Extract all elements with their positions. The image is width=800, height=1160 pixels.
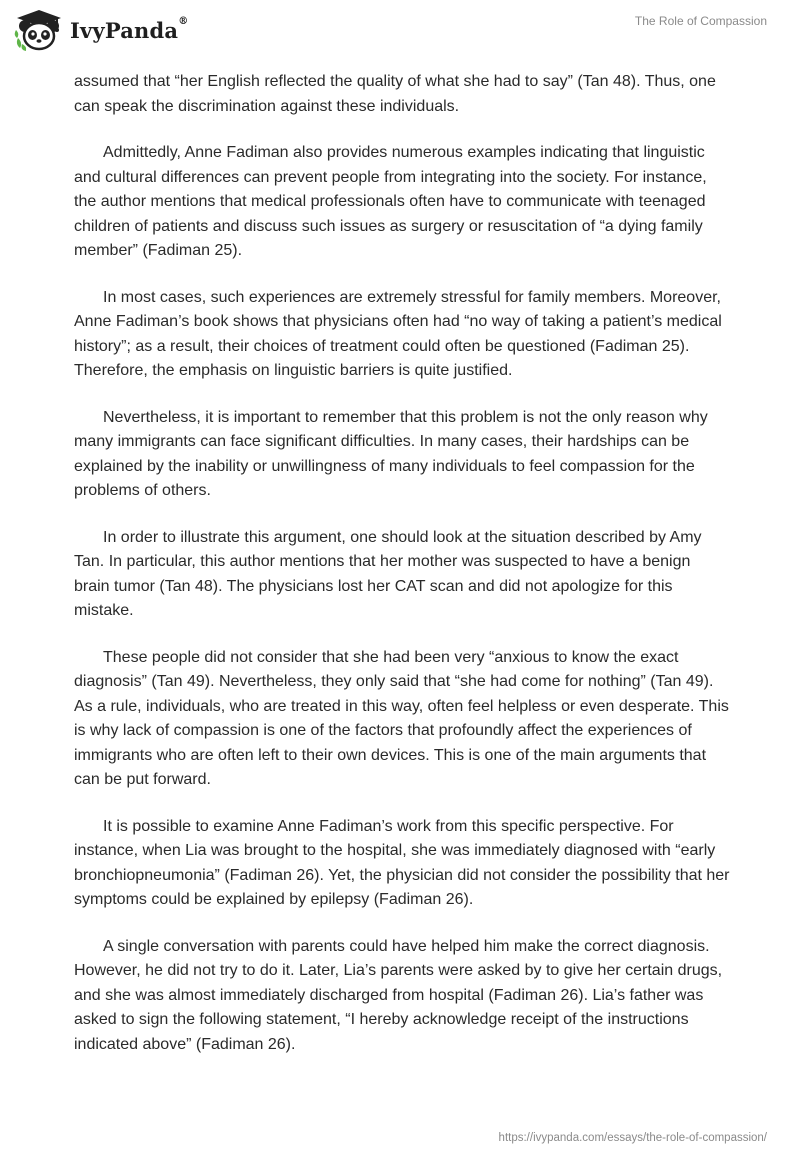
brand-name xyxy=(70,15,189,43)
paragraph-2: Admittedly, Anne Fadiman also provides numerous examples indicating that linguistic and cultural differences can prevent people from integrating into the society. For instance, the author mentions that medical professionals often have to communicate with teenaged children of patients and discuss such issues as surgery or resuscitation of “a dying family member” (Fadiman 25). xyxy=(74,144,707,259)
paragraph-5: In order to illustrate this argument, one should look at the situation described by Amy Tan. In particular, this author mentions that her mother was suspected to have a benign brain tumor (Tan 48). The physicians lost her CAT scan and did not apologize for this mistake. xyxy=(74,528,702,619)
paragraph-4: Nevertheless, it is important to remember that this problem is not the only reason why many immigrants can face significant difficulties. In many cases, their hardships can be explained by the inability or unwillingness of many individuals to feel compassion for the problems of others. xyxy=(74,408,708,499)
paragraph-1: assumed that “her English reflected the quality of what she had to say” (Tan 48). Thus, one can speak the discrimination against these individuals. xyxy=(74,73,716,115)
ivypanda-logo[interactable] xyxy=(14,8,188,52)
paragraph-6: These people did not consider that she had been very “anxious to know the exact diagnosis” (Tan 49). Nevertheless, they only said that “she had come for nothing” (Tan 49). As a rule, individuals, who are treated in this way, often feel helpless or even desperate. This is why lack of compassion is one of the factors that profoundly affect the experiences of immigrants who are often left to their own devices. This is one of the main arguments that can be put forward. xyxy=(74,648,729,788)
paragraph-7: It is possible to examine Anne Fadiman’s work from this specific perspective. For instance, when Lia was brought to the hospital, she was immediately diagnosed with “early bronchiopneumonia” (Fadiman 26). Yet, the physician did not consider the possibility that her symptoms could be explained by epilepsy (Fadiman 26). xyxy=(74,817,730,908)
essay-body xyxy=(74,70,730,1079)
paragraph-3: In most cases, such experiences are extremely stressful for family members. Moreover, Anne Fadiman’s book shows that physicians often had “no way of taking a patient’s medical history”; as a result, their choices of treatment could often be questioned (Fadiman 25). Therefore, the emphasis on linguistic barriers is quite justified. xyxy=(74,288,722,379)
document-title: The Role of Compassion xyxy=(634,14,767,28)
paragraph-8: A single conversation with parents could have helped him make the correct diagnosis. However, he did not try to do it. Later, Lia’s parents were asked by to give her certain drugs, and she was almost immediately discharged from hospital (Fadiman 26). Lia’s father was asked to sign the following statement, “I hereby acknowledge receipt of the instructions indicated above” (Fadiman 26). xyxy=(74,937,723,1053)
source-url[interactable]: https://ivypanda.com/essays/the-role-of-compassion/ xyxy=(498,1132,767,1144)
brand-text: IvyPanda xyxy=(70,17,179,43)
panda-graduate-icon xyxy=(14,8,64,52)
page-header xyxy=(0,0,800,70)
registered-mark: ® xyxy=(178,15,189,27)
